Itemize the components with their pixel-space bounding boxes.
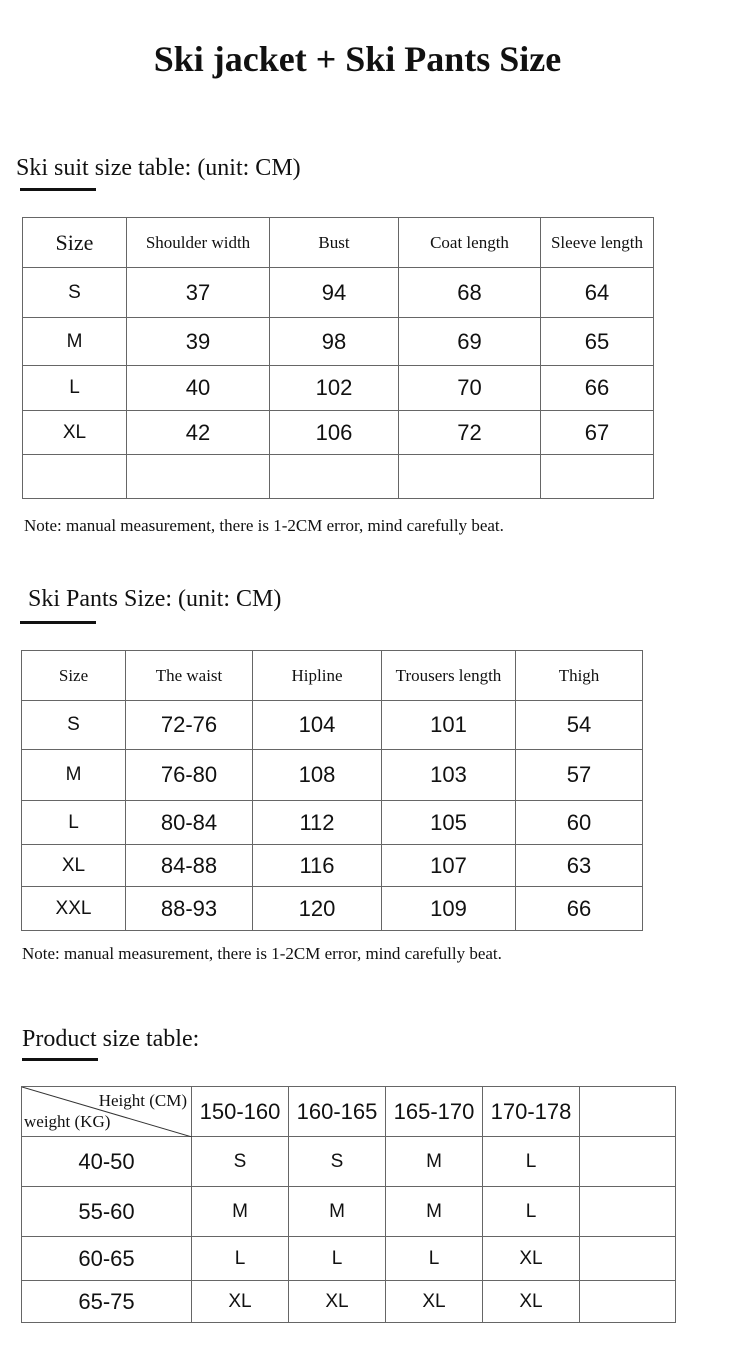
value-cell: 103: [382, 750, 516, 801]
value-cell: 72: [399, 411, 541, 455]
table-row: [22, 701, 643, 750]
corner-header-cell: [22, 1087, 192, 1137]
value-cell: [270, 455, 399, 499]
value-cell: 105: [382, 801, 516, 845]
value-cell: 66: [541, 366, 654, 411]
product-size-table: [21, 1086, 676, 1323]
suit-header-shoulder: Shoulder width: [127, 218, 270, 268]
product-title-underline: [22, 1058, 98, 1061]
weight-range-cell: 60-65: [22, 1237, 192, 1281]
value-cell: 65: [541, 318, 654, 366]
value-cell: 106: [270, 411, 399, 455]
value-cell: 42: [127, 411, 270, 455]
value-cell: 39: [127, 318, 270, 366]
table-row: [22, 801, 643, 845]
height-range-header: 150-160: [192, 1087, 289, 1137]
value-cell: 63: [516, 845, 643, 887]
product-header-row: [22, 1087, 676, 1137]
suit-header-row: [23, 218, 654, 268]
table-row: [23, 318, 654, 366]
pants-note: Note: manual measurement, there is 1-2CM error, mind carefully beat.: [22, 944, 502, 963]
size-cell: S: [23, 268, 127, 318]
value-cell: 40: [127, 366, 270, 411]
height-axis-label: Height (CM): [98, 1091, 187, 1110]
table-row: [22, 845, 643, 887]
value-cell: 88-93: [126, 887, 253, 931]
pants-title-underline: [20, 621, 96, 624]
height-range-header: [580, 1087, 676, 1137]
size-cell: XL: [22, 845, 126, 887]
suit-title-underline: [20, 188, 96, 191]
weight-range-cell: 55-60: [22, 1187, 192, 1237]
value-cell: 66: [516, 887, 643, 931]
value-cell: [541, 455, 654, 499]
size-cell: S: [289, 1137, 386, 1187]
size-cell: [23, 455, 127, 499]
weight-axis-label: weight (KG): [24, 1112, 111, 1131]
pants-size-table: [21, 650, 643, 931]
size-cell: S: [22, 701, 126, 750]
table-row: [22, 887, 643, 931]
table-row: [23, 268, 654, 318]
value-cell: 76-80: [126, 750, 253, 801]
pants-header-thigh: Thigh: [516, 651, 643, 701]
size-cell: XL: [386, 1281, 483, 1323]
size-cell: M: [192, 1187, 289, 1237]
pants-header-size: Size: [22, 651, 126, 701]
value-cell: 109: [382, 887, 516, 931]
value-cell: 104: [253, 701, 382, 750]
value-cell: [127, 455, 270, 499]
size-cell: M: [22, 750, 126, 801]
product-section-title: Product size table:: [22, 1026, 200, 1052]
value-cell: 64: [541, 268, 654, 318]
table-row: [23, 455, 654, 499]
size-cell: L: [483, 1187, 580, 1237]
size-cell: L: [483, 1137, 580, 1187]
value-cell: 120: [253, 887, 382, 931]
value-cell: 57: [516, 750, 643, 801]
height-range-header: 165-170: [386, 1087, 483, 1137]
size-cell: XL: [289, 1281, 386, 1323]
size-cell: [580, 1237, 676, 1281]
value-cell: 102: [270, 366, 399, 411]
value-cell: 101: [382, 701, 516, 750]
value-cell: [399, 455, 541, 499]
pants-header-trousers-length: Trousers length: [382, 651, 516, 701]
suit-section-title: Ski suit size table: (unit: CM): [16, 155, 301, 181]
size-cell: M: [386, 1137, 483, 1187]
value-cell: 72-76: [126, 701, 253, 750]
size-cell: XXL: [22, 887, 126, 931]
value-cell: 54: [516, 701, 643, 750]
table-row: [22, 1281, 676, 1323]
value-cell: 94: [270, 268, 399, 318]
size-cell: XL: [23, 411, 127, 455]
value-cell: 69: [399, 318, 541, 366]
size-cell: M: [289, 1187, 386, 1237]
table-row: [22, 1137, 676, 1187]
size-cell: XL: [192, 1281, 289, 1323]
size-cell: L: [386, 1237, 483, 1281]
value-cell: 68: [399, 268, 541, 318]
value-cell: 70: [399, 366, 541, 411]
value-cell: 116: [253, 845, 382, 887]
size-cell: L: [22, 801, 126, 845]
pants-header-hipline: Hipline: [253, 651, 382, 701]
size-cell: [580, 1137, 676, 1187]
height-range-header: 170-178: [483, 1087, 580, 1137]
size-cell: L: [289, 1237, 386, 1281]
size-cell: M: [386, 1187, 483, 1237]
height-range-header: 160-165: [289, 1087, 386, 1137]
pants-section-title: Ski Pants Size: (unit: CM): [28, 586, 282, 612]
weight-range-cell: 40-50: [22, 1137, 192, 1187]
suit-size-table: [22, 217, 654, 499]
weight-range-cell: 65-75: [22, 1281, 192, 1323]
value-cell: 98: [270, 318, 399, 366]
size-cell: S: [192, 1137, 289, 1187]
value-cell: 108: [253, 750, 382, 801]
size-cell: M: [23, 318, 127, 366]
value-cell: 60: [516, 801, 643, 845]
table-row: [22, 1187, 676, 1237]
suit-note: Note: manual measurement, there is 1-2CM error, mind carefully beat.: [24, 516, 504, 535]
suit-header-coat-length: Coat length: [399, 218, 541, 268]
size-cell: [580, 1281, 676, 1323]
value-cell: 67: [541, 411, 654, 455]
page-title: Ski jacket + Ski Pants Size: [153, 39, 562, 79]
table-row: [23, 411, 654, 455]
size-cell: L: [192, 1237, 289, 1281]
table-row: [22, 1237, 676, 1281]
value-cell: 80-84: [126, 801, 253, 845]
value-cell: 37: [127, 268, 270, 318]
size-cell: [580, 1187, 676, 1237]
pants-header-row: [22, 651, 643, 701]
table-row: [23, 366, 654, 411]
size-cell: XL: [483, 1237, 580, 1281]
size-cell: L: [23, 366, 127, 411]
table-row: [22, 750, 643, 801]
suit-header-bust: Bust: [270, 218, 399, 268]
size-cell: XL: [483, 1281, 580, 1323]
suit-header-size: Size: [23, 218, 127, 268]
value-cell: 107: [382, 845, 516, 887]
value-cell: 112: [253, 801, 382, 845]
pants-header-waist: The waist: [126, 651, 253, 701]
suit-header-sleeve-length: Sleeve length: [541, 218, 654, 268]
value-cell: 84-88: [126, 845, 253, 887]
